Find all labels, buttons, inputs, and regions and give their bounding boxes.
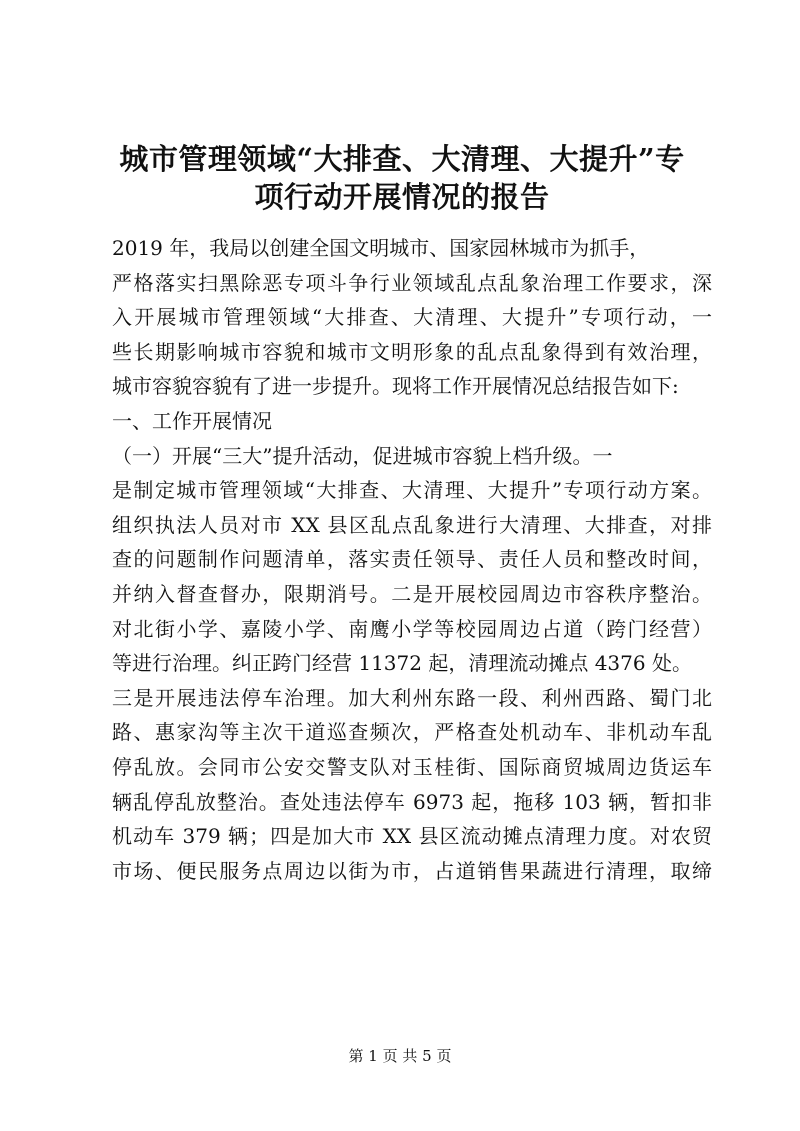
- body-line: 严格落实扫黑除恶专项斗争行业领域乱点乱象治理工作要求，深: [112, 270, 712, 295]
- page-footer: 第 1 页 共 5 页: [348, 1047, 452, 1065]
- document-title: [96, 140, 708, 216]
- body-line: 并纳入督查督办，限期消号。二是开展校园周边市容秩序整治。: [112, 581, 712, 606]
- body-line: 入开展城市管理领域“大排查、大清理、大提升”专项行动，一: [112, 305, 712, 330]
- body-line: 组织执法人员对市 XX 县区乱点乱象进行大清理、大排查，对排: [112, 512, 712, 537]
- body-line: 三是开展违法停车治理。加大利州东路一段、利州西路、蜀门北: [112, 685, 712, 710]
- title-line: 项行动开展情况的报告: [254, 180, 550, 214]
- body-line: 等进行治理。纠正跨门经营 11372 起，清理流动摊点 4376 处。: [112, 651, 692, 676]
- body-line: 城市容貌容貌有了进一步提升。现将工作开展情况总结报告如下:: [112, 374, 679, 399]
- body-line: 机动车 379 辆；四是加大市 XX 县区流动摊点清理力度。对农贸: [112, 824, 712, 849]
- body-line: 2019 年，我局以创建全国文明城市、国家园林城市为抓手，: [112, 236, 650, 260]
- body-line: 些长期影响城市容貌和城市文明形象的乱点乱象得到有效治理，: [112, 339, 712, 364]
- body-line: 查的问题制作问题清单，落实责任领导、责任人员和整改时间，: [112, 547, 712, 572]
- body-line: 辆乱停乱放整治。查处违法停车 6973 起，拖移 103 辆，暂扣非: [112, 789, 712, 814]
- section-heading: 一、工作开展情况: [112, 408, 272, 433]
- title-line: 城市管理领域“大排查、大清理、大提升”专: [119, 142, 685, 176]
- body-line: （一）开展“三大”提升活动，促进城市容貌上档升级。一: [112, 443, 613, 468]
- document-body: [112, 231, 712, 888]
- body-line: 停乱放。会同市公安交警支队对玉桂街、国际商贸城周边货运车: [112, 754, 712, 779]
- body-line: 是制定城市管理领域“大排查、大清理、大提升”专项行动方案。: [112, 478, 712, 503]
- body-line: 对北街小学、嘉陵小学、南鹰小学等校园周边占道（跨门经营）: [112, 616, 712, 641]
- body-line: 市场、便民服务点周边以街为市，占道销售果蔬进行清理，取缔: [112, 858, 712, 883]
- body-line: 路、惠家沟等主次干道巡查频次，严格查处机动车、非机动车乱: [112, 720, 712, 745]
